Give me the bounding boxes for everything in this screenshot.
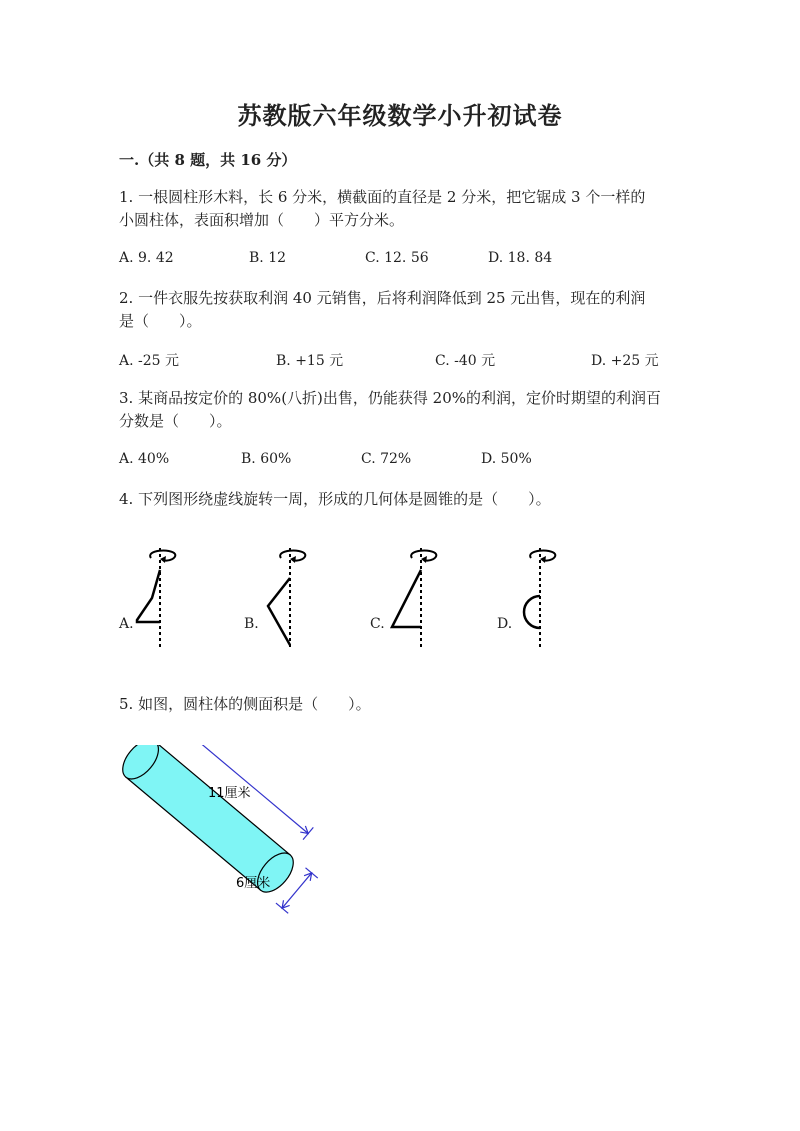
option-b[interactable]: B. 12: [249, 250, 287, 266]
option-b[interactable]: B. +15 元: [276, 353, 344, 369]
question-1-line-1: 1. 一根圆柱形木料，长 6 分米，横截面的直径是 2 分米，把它锯成 3 个一样的: [119, 188, 646, 206]
option-a[interactable]: A. 40%: [119, 451, 170, 467]
length-label: 11厘米: [208, 786, 251, 801]
option-b[interactable]: B. 60%: [241, 451, 292, 467]
question-1: [119, 186, 679, 232]
question-4: [119, 488, 679, 511]
option-d[interactable]: D. 50%: [481, 451, 532, 467]
figure-b-shape: [263, 540, 313, 650]
cylinder-figure: [120, 745, 320, 915]
question-2-line-1: 2. 一件衣服先按获取利润 40 元销售，后将利润降低到 25 元出售，现在的利润: [119, 289, 646, 307]
question-2: [119, 287, 679, 333]
figure-a-label[interactable]: A.: [119, 616, 134, 632]
option-a[interactable]: A. -25 元: [119, 353, 180, 369]
figure-c-label[interactable]: C.: [370, 616, 385, 632]
question-5: [119, 693, 679, 716]
section-heading: 一.（共 8 题，共 16 分）: [119, 151, 297, 169]
question-3-line-1: 3. 某商品按定价的 80%(八折)出售，仍能获得 20%的利润，定价时期望的利润百: [119, 389, 662, 407]
figure-a-shape: [135, 540, 185, 650]
question-3-line-2: 分数是（ ）。: [119, 412, 232, 430]
question-2-line-2: 是（ ）。: [119, 312, 202, 330]
option-c[interactable]: C. 12. 56: [365, 250, 429, 266]
figure-d-shape: [515, 540, 565, 650]
page-title: 苏教版六年级数学小升初试卷: [237, 101, 563, 130]
figure-d-label[interactable]: D.: [497, 616, 513, 632]
option-a[interactable]: A. 9. 42: [119, 250, 174, 266]
option-d[interactable]: D. +25 元: [591, 353, 659, 369]
question-5-line-1: 5. 如图，圆柱体的侧面积是（ ）。: [119, 695, 371, 713]
option-c[interactable]: C. 72%: [361, 451, 412, 467]
option-c[interactable]: C. -40 元: [435, 353, 496, 369]
question-3: [119, 387, 679, 433]
figure-b-label[interactable]: B.: [244, 616, 259, 632]
question-1-line-2: 小圆柱体，表面积增加（ ）平方分米。: [119, 211, 405, 229]
diameter-label: 6厘米: [236, 876, 271, 891]
figure-c-shape: [388, 540, 438, 650]
option-d[interactable]: D. 18. 84: [488, 250, 553, 266]
question-4-line-1: 4. 下列图形绕虚线旋转一周，形成的几何体是圆锥的是（ ）。: [119, 490, 551, 508]
